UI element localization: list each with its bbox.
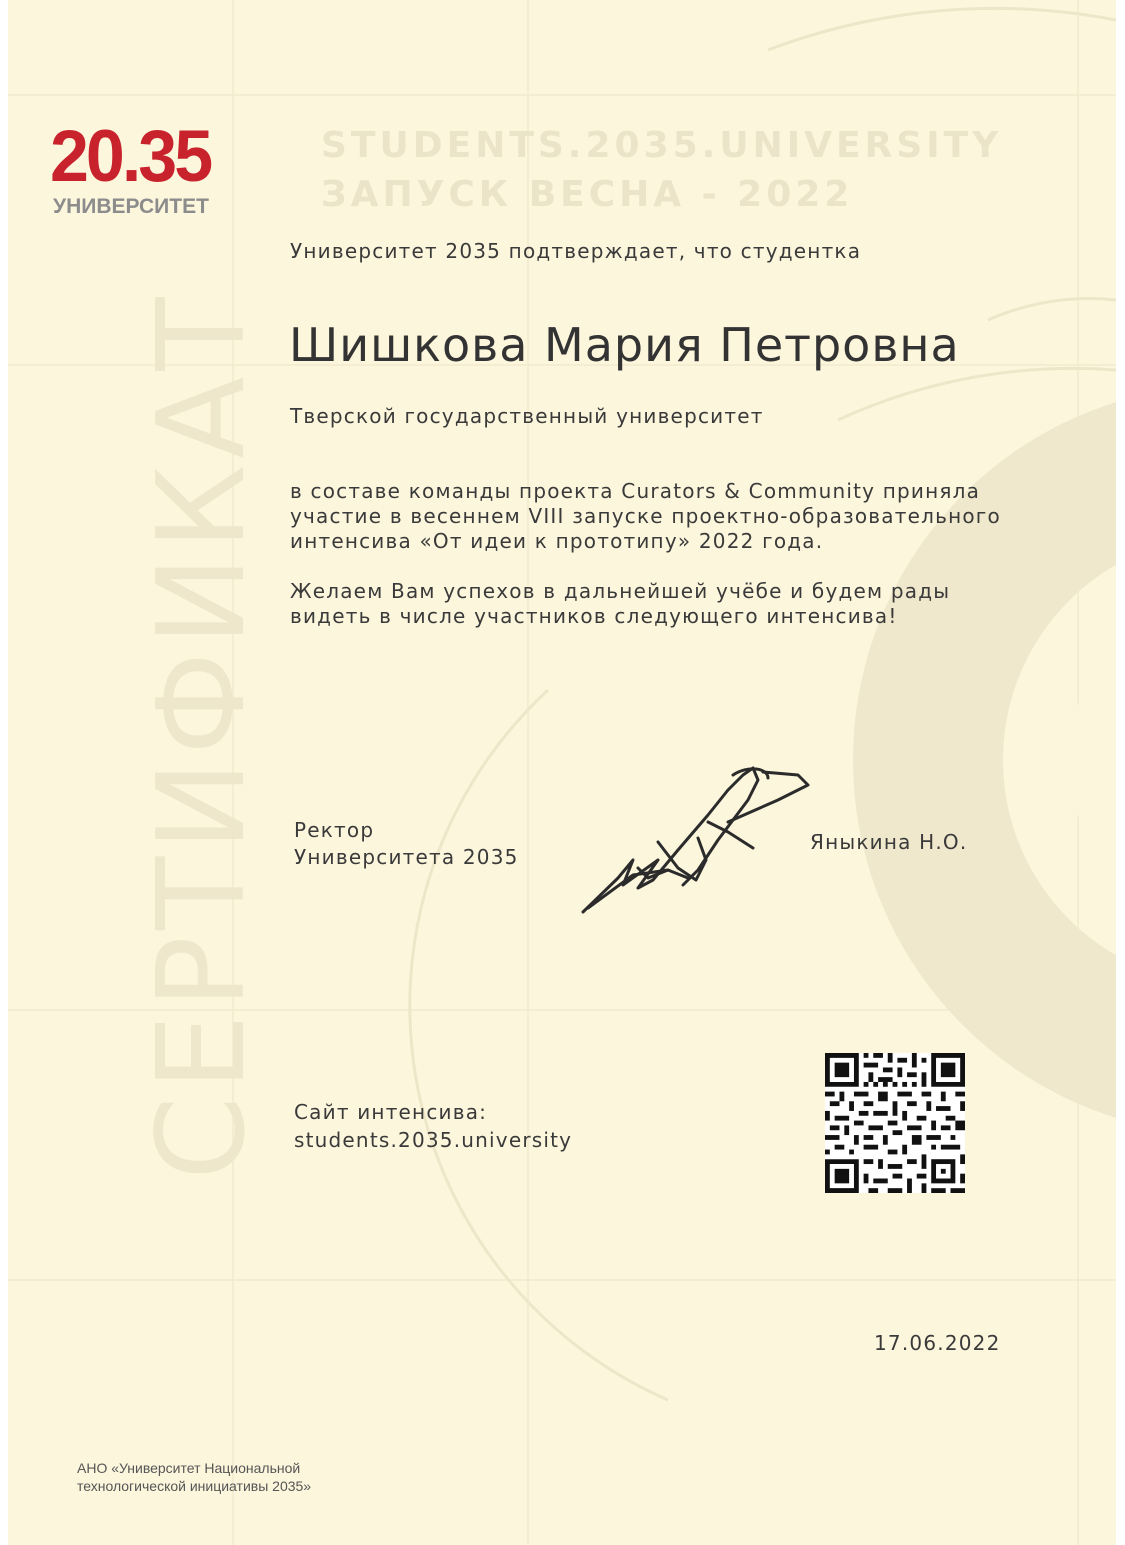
issue-date: 17.06.2022 xyxy=(874,1331,1001,1355)
logo-number: 20.35 xyxy=(50,115,211,197)
rector-signature xyxy=(578,760,818,920)
logo-subtitle: УНИВЕРСИТЕТ xyxy=(53,195,209,218)
footer-line: технологической инициативы 2035» xyxy=(77,1478,312,1494)
watermark-certificate: СЕРТИФИКАТ xyxy=(133,291,272,1180)
recipient-name: Шишкова Мария Петровна xyxy=(289,318,960,372)
participation-line: интенсива «От идеи к прототипу» 2022 года. xyxy=(290,529,824,553)
participation-line: в составе команды проекта Curators & Community приняла xyxy=(290,479,981,503)
certificate-page xyxy=(8,0,1116,1545)
site-url[interactable]: students.2035.university xyxy=(294,1128,573,1152)
rector-title xyxy=(294,817,519,871)
signatory-name: Яныкина Н.О. xyxy=(810,830,968,854)
rector-line: Университета 2035 xyxy=(294,845,519,869)
site-block xyxy=(294,1098,572,1154)
rector-line: Ректор xyxy=(294,818,375,842)
watermark-site: STUDENTS.2035.UNIVERSITY xyxy=(321,125,1003,166)
qr-code xyxy=(825,1053,965,1193)
footer-line: АНО «Университет Национальной xyxy=(77,1460,301,1476)
organization-footer xyxy=(77,1459,311,1495)
university-name: Тверской государственный университет xyxy=(290,404,764,428)
wish-line: Желаем Вам успехов в дальнейшей учёбе и будем рады xyxy=(290,579,951,603)
participation-text xyxy=(290,479,1001,554)
watermark-launch: ЗАПУСК ВЕСНА - 2022 xyxy=(321,174,854,215)
wish-text xyxy=(290,579,950,629)
site-label: Сайт интенсива: xyxy=(294,1100,488,1124)
participation-line: участие в весеннем VIII запуске проектно-образовательного xyxy=(290,504,1001,528)
intro-text: Университет 2035 подтверждает, что студентка xyxy=(290,239,862,263)
wish-line: видеть в числе участников следующего интенсива! xyxy=(290,604,898,628)
